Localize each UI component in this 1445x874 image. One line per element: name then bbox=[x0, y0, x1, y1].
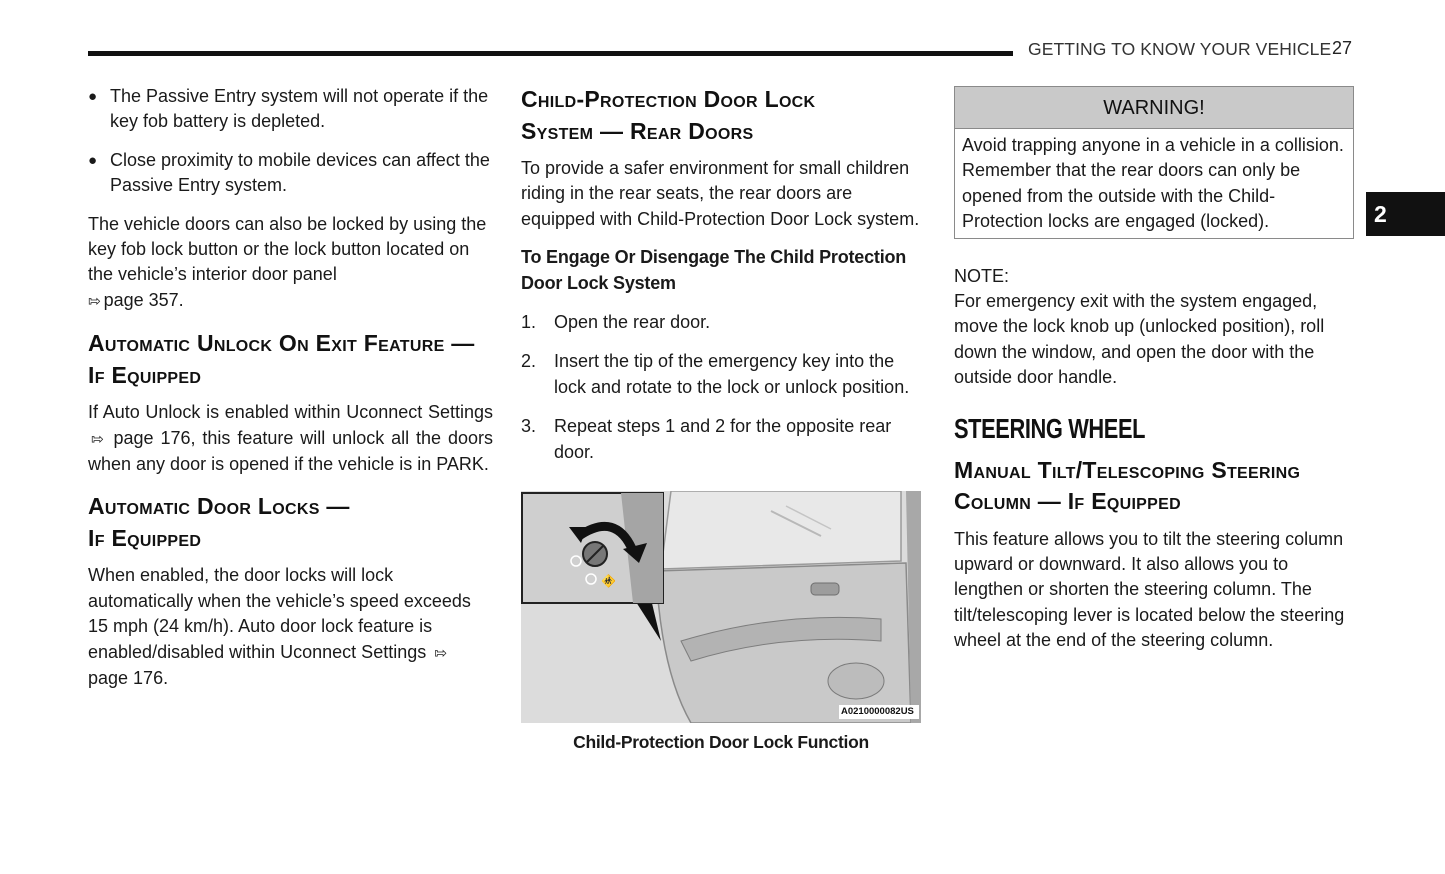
bullet-item: ● Close proximity to mobile devices can affect the Passive Entry system. bbox=[88, 148, 493, 199]
page-ref-arrow-icon: ⇰ bbox=[434, 644, 447, 662]
auto-locks-paragraph bbox=[88, 563, 493, 691]
step-item bbox=[521, 349, 926, 400]
heading-tilt-telescoping bbox=[954, 455, 1356, 518]
warning-box bbox=[954, 86, 1354, 239]
step-number: 3. bbox=[521, 416, 537, 437]
lock-paragraph-text: The vehicle doors can also be locked by using the key fob lock button or the lock button located on the vehicle’s interior door panel bbox=[88, 213, 487, 285]
door-lock-illustration bbox=[521, 491, 921, 723]
warning-title: WARNING! bbox=[955, 87, 1353, 129]
lock-paragraph bbox=[88, 212, 493, 315]
step-number: 2. bbox=[521, 351, 537, 372]
heading-auto-door-locks bbox=[88, 491, 493, 554]
heading-line: System — Rear Doors bbox=[521, 117, 754, 144]
header-rule bbox=[88, 51, 1013, 56]
page-ref-arrow-icon: ⇰ bbox=[91, 430, 104, 448]
page-ref-link[interactable]: page 176. bbox=[88, 668, 169, 689]
page-ref-link[interactable]: page 357. bbox=[103, 289, 184, 310]
door-illustration-svg bbox=[521, 491, 921, 723]
heading-line: If Equipped bbox=[88, 524, 202, 551]
heading-line: Automatic Door Locks — bbox=[88, 493, 350, 520]
heading-child-protection bbox=[521, 84, 926, 147]
note-text: For emergency exit with the system engaged, move the lock knob up (unlocked position), roll down the window, and open the door with the outside door handle. bbox=[954, 291, 1325, 388]
figure-caption: Child-Protection Door Lock Function bbox=[573, 732, 869, 753]
page-number: 27 bbox=[1332, 38, 1353, 58]
warning-text: Avoid trapping anyone in a vehicle in a collision. Remember that the rear doors can only be opened from the outside with the Child-Protection locks are engaged (locked). bbox=[962, 135, 1344, 232]
step-number: 1. bbox=[521, 312, 537, 333]
column-middle bbox=[521, 84, 926, 755]
column-left bbox=[88, 84, 493, 692]
steps-list bbox=[521, 310, 926, 465]
auto-unlock-text-cont: page 176, this feature will unlock all the doors when any door is opened if the vehicle is in PARK. bbox=[88, 427, 493, 475]
heading-line: Column — If Equipped bbox=[954, 488, 1181, 515]
heading-line: Manual Tilt/Telescoping Steering bbox=[954, 456, 1301, 483]
heading-auto-unlock: Automatic Unlock On Exit Feature — If Equipped bbox=[88, 330, 475, 388]
heading-line: Child-Protection Door Lock bbox=[521, 86, 816, 112]
auto-locks-text: When enabled, the door locks will lock automatically when the vehicle’s speed exceeds 15 mph (24 km/h). Auto door lock feature is enabled/disabled within Uconnect Settings bbox=[88, 565, 471, 662]
step-text: Repeat steps 1 and 2 for the opposite rear door. bbox=[554, 416, 892, 462]
svg-text:🚸: 🚸 bbox=[601, 574, 616, 589]
column-right bbox=[954, 86, 1356, 654]
step-text: Insert the tip of the emergency key into the lock and rotate to the lock or unlock position. bbox=[554, 351, 910, 397]
section-header-title: GETTING TO KNOW YOUR VEHICLE bbox=[1028, 39, 1332, 59]
step-item bbox=[521, 310, 926, 335]
step-item bbox=[521, 414, 926, 465]
steering-wheel-title: STEERING WHEEL bbox=[954, 412, 1146, 444]
page-ref-arrow-icon: ⇰ bbox=[88, 292, 101, 310]
step-text: Open the rear door. bbox=[554, 312, 711, 333]
chapter-tab[interactable]: 2 bbox=[1366, 192, 1445, 236]
note-label: NOTE: bbox=[954, 265, 1010, 286]
child-lock-intro: To provide a safer environment for small children riding in the rear seats, the rear doors are equipped with Child-Protection Door Lock system. bbox=[521, 158, 920, 229]
bullet-item: ● The Passive Entry system will not operate if the key fob battery is depleted. bbox=[88, 84, 493, 135]
figure-code: A0210000082US bbox=[841, 706, 914, 718]
auto-unlock-paragraph bbox=[88, 400, 493, 477]
engage-subheading: To Engage Or Disengage The Child Protection Door Lock System bbox=[521, 247, 907, 293]
steering-body: This feature allows you to tilt the steering column upward or downward. It also allows you to lengthen or shorten the steering column. The tilt/telescoping lever is located below the steering wheel at the end of the steering column. bbox=[954, 528, 1345, 651]
auto-unlock-text: If Auto Unlock is enabled within Uconnect Settings bbox=[88, 402, 493, 423]
